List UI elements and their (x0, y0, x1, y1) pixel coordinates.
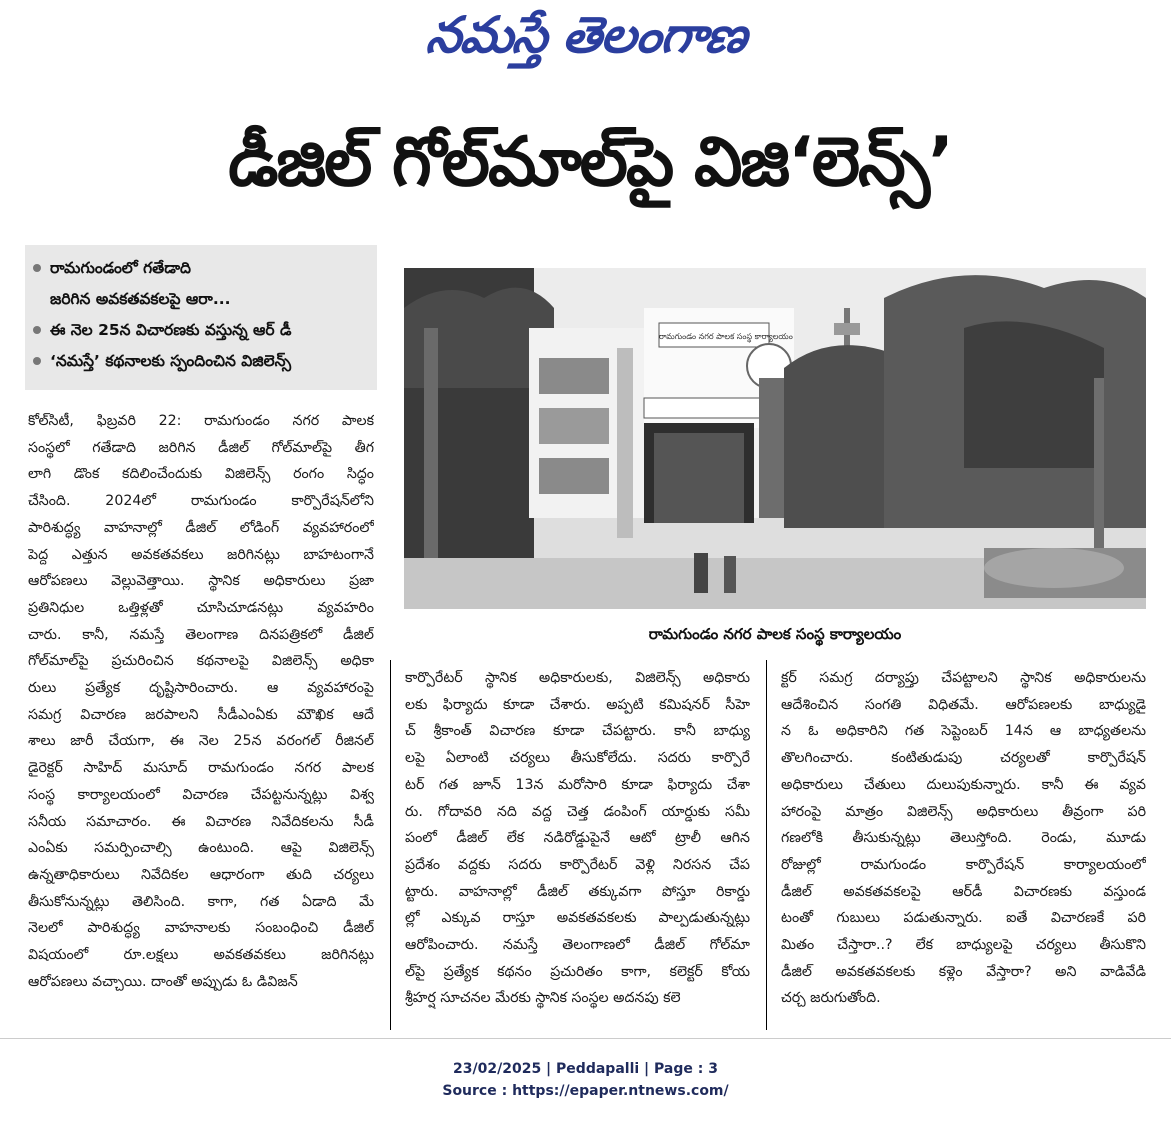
article-line: పంలో డీజిల్ లేక నడిరోడ్డుపైనే ఆటో ట్రాలీ ఆగిన (405, 830, 750, 847)
article-line: శ్రీహర్ష సూచనల మేరకు స్థానిక సంస్థల అదనపు కలె (405, 990, 681, 1007)
article-line: ఉన్నతాధికారులు నివేదికల ఆధారంగా తుది చర్యలు (28, 866, 374, 883)
article-photo (404, 268, 1146, 609)
article-column-1 (28, 408, 374, 995)
article-line: గోల్‌మాల్‌పై ప్రచురించిన కథనాలపై విజిలెన్స్ అధికా (28, 653, 374, 670)
column-divider (390, 660, 391, 1030)
highlight-item: ‘నమస్తే’ కథనాలకు స్పందించిన విజిలెన్స్ (25, 346, 377, 377)
article-line: కోల్‌సిటీ, ఫిబ్రవరి 22: రామగుండం నగర పాలక (28, 413, 374, 429)
article-line: డైరెక్టర్ సాహిద్ మసూద్ రామగుండం నగర పాలక (28, 760, 374, 777)
article-line: హారంపై మాత్రం విజిలెన్స్ అధికారులు తీవ్రంగా పరి (781, 803, 1146, 820)
footer (0, 1058, 1171, 1102)
article-line: ఆరోపణలు వచ్చాయి. దాంతో అప్పుడు ఓ డివిజన్ (28, 973, 298, 990)
article-line: సనీయ సమాచారం. ఈ విచారణ నివేదికలను సీడీ (28, 813, 374, 830)
article-line: క్టర్ సమగ్ర దర్యాప్తు చేపట్టాలని స్థానిక అధికారులను (781, 670, 1146, 686)
article-line: రులు ప్రత్యేక దృష్టిసారించారు. ఆ వ్యవహారంపై (28, 680, 374, 697)
footer-divider (0, 1038, 1171, 1039)
article-line: చ్ శ్రీకాంత్ విచారణ కూడా చేపట్టారు. కానీ బాధ్యు (405, 723, 750, 740)
article-line: డీజిల్ అవకతవకలకు కళ్లెం వేస్తారా? అని వాడివేడి (781, 963, 1146, 980)
footer-source: Source : https://epaper.ntnews.com/ (442, 1083, 729, 1099)
article-line: ఆదేశించిన సంగతి విధితమే. ఆరోపణలకు బాధ్యుడై (781, 696, 1146, 713)
article-line: ప్రదేశం వద్దకు సదరు కార్పొరేటర్ వెళ్లి నిరసన చేప (405, 856, 750, 873)
column-divider (766, 660, 767, 1030)
article-line: చర్చ జరుగుతోంది. (781, 990, 881, 1007)
article-column-3 (781, 665, 1146, 1012)
article-line: కార్పొరేటర్ స్థానిక అధికారులకు, విజిలెన్స్ అధికారు (405, 670, 750, 686)
article-line: తొలగించారు. కంటితుడుపు చర్యలతో కార్పొరేషన్ (781, 750, 1146, 767)
article-line: ఎంఏకు సమర్పించాల్సి ఉంటుంది. ఆపై విజిలెన్స్ (28, 840, 374, 857)
highlights-box (25, 245, 377, 390)
bullet-icon (33, 326, 41, 334)
photo-caption: రామగుండం నగర పాలక సంస్థ కార్యాలయం (648, 625, 902, 643)
article-line: టర్ గత జూన్ 13న మరోసారి కూడా ఫిర్యాదు చేశా (405, 776, 750, 793)
article-line: ల్లో ఎక్కువ రాస్తూ అవకతవకలకు పాల్పడుతున్నట్లు (405, 910, 750, 927)
footer-date-page: 23/02/2025 | Peddapalli | Page : 3 (453, 1061, 718, 1077)
article-line: విషయంలో రూ.లక్షలు అవకతవకలు జరిగినట్లు (28, 947, 374, 964)
article-line: చేసింది. 2024లో రామగుండం కార్పొరేషన్‌లోని (28, 493, 374, 510)
article-line: సమగ్ర విచారణ జరపాలని సీడీఎంఏకు మౌఖిక ఆదే (28, 706, 374, 723)
article-line: అధికారులు చేతులు దులుపుకున్నారు. కానీ ఈ వ్యవ (781, 776, 1146, 793)
bullet-icon (33, 264, 41, 272)
article-line: చారు. కానీ, నమస్తే తెలంగాణ దినపత్రికలో డీజిల్ (28, 626, 374, 643)
article-line: ట్టారు. వాహనాల్లో డీజిల్ తక్కువగా పోస్తూ రికార్డు (405, 883, 750, 900)
article-line: సంస్థ కార్యాలయంలో విచారణ చేపట్టనున్నట్లు విశ్వ (28, 786, 374, 803)
article-line: ఆరోపించారు. నమస్తే తెలంగాణలో డీజిల్ గోల్‌మా (405, 937, 750, 954)
article-line: లపై ఏలాంటి చర్యలు తీసుకోలేదు. సదరు కార్పొరే (405, 750, 750, 767)
article-line: పెద్ద ఎత్తున అవకతవకలు జరిగినట్లు బాహటంగానే (28, 546, 374, 563)
article-line: ఆరోపణలు వెల్లువెత్తాయి. స్థానిక అధికారులు ప్రజా (28, 573, 374, 590)
article-line: పారిశుద్ధ్య వాహనాల్లో డీజిల్ లోడింగ్ వ్యవహారంలో (28, 519, 374, 536)
highlight-item: రామగుండంలో గతేడాది (25, 253, 377, 284)
building-sign: రామగుండం నగర పాలక సంస్థ కార్యాలయం (659, 332, 793, 341)
highlight-item: జరిగిన అవకతవకలపై ఆరా... (50, 290, 231, 308)
article-line: ప్రతినిధుల ఒత్తిళ్లతో చూసిచూడనట్లు వ్యవహరిం (28, 599, 374, 616)
article-line: రోజుల్లో రామగుండం కార్పొరేషన్ కార్యాలయంలో (781, 856, 1146, 873)
article-line: లకు ఫిర్యాదు కూడా చేశారు. అప్పటి కమిషనర్ సీహె (405, 696, 750, 713)
masthead (0, 2, 1171, 78)
highlight-item: ఈ నెల 25న విచారణకు వస్తున్న ఆర్ డీ (25, 315, 377, 346)
article-line: శాలు జారీ చేయగా, ఈ నెల 25న వరంగల్ రీజినల్ (28, 733, 374, 750)
article-column-2 (405, 665, 750, 1012)
article-line: ల్‌పై ప్రత్యేక కథనం ప్రచురితం కాగా, కలెక్టర్ కోయ (405, 963, 750, 980)
article-line: రు. గోదావరి నది వద్ద చెత్త డంపింగ్ యార్డుకు సమీ (405, 803, 750, 820)
office-building-image (404, 268, 1146, 609)
article-line: డీజిల్ అవకతవకలపై ఆర్‌డీ విచారణకు వస్తుండ (781, 883, 1146, 900)
article-line: గణలోకి తీసుకున్నట్లు తెలుస్తోంది. రెండు, మూడు (781, 830, 1146, 847)
headline: డీజిల్ గోల్‌మాల్‌పై విజి‘లెన్స్’ (228, 123, 952, 202)
article-line: మితం చేస్తారా..? లేక బాధ్యులపై చర్యలు తీసుకొని (781, 937, 1146, 954)
article-line: న ఓ అధికారిని గత సెప్టెంబర్ 14న ఆ బాధ్యతలను (781, 723, 1146, 740)
masthead-logo: నమస్తే తెలంగాణ (423, 6, 750, 64)
article-line: టంతో గుబులు పడుతున్నారు. ఐతే విచారణకే పరి (781, 910, 1146, 927)
bullet-icon (33, 357, 41, 365)
article-line: తీసుకోనున్నట్లు తెలిసింది. కాగా, గత ఏడాది మే (28, 893, 374, 910)
article-line: నెలలో పారిశుద్ధ్య వాహనాలకు సంబంధించి డీజిల్ (28, 920, 374, 937)
article-line: లాగి డొంక కదిలించేందుకు విజిలెన్స్ రంగం సిద్ధం (28, 466, 374, 483)
article-line: సంస్థలో గతేడాది జరిగిన డీజిల్ గోల్‌మాల్‌పై తీగ (28, 439, 374, 456)
